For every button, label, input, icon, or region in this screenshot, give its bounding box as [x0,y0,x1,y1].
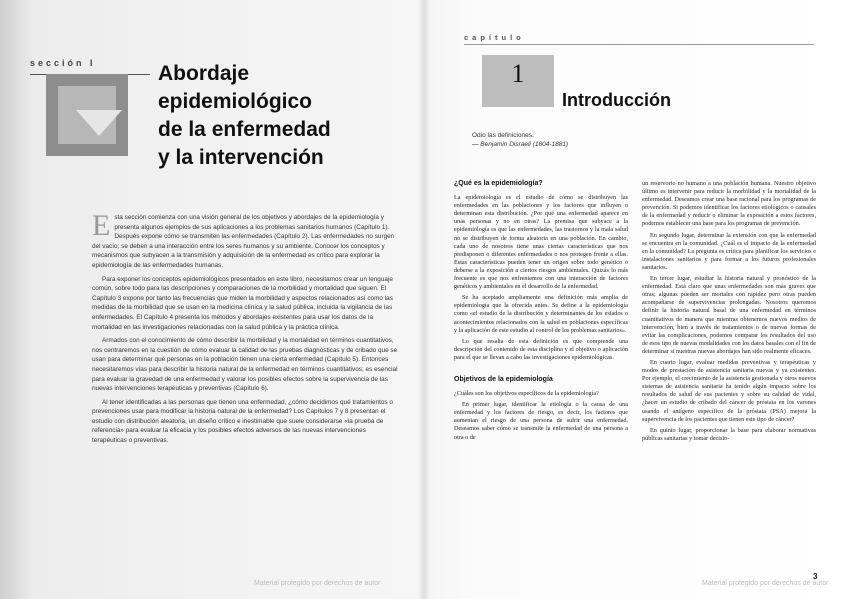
book-gutter [418,0,430,599]
chapter-label: capítulo [464,33,525,42]
epigraph-author: — Benjamin Disraeli (1804-1881) [472,141,569,148]
emblem-triangle-icon [76,110,122,136]
section-label: sección I [30,58,96,68]
section-title [158,60,398,172]
chapter-number: 1 [511,59,525,88]
col2-paragraph-2: En segundo lugar, determinar la extensión con que la enfermedad se encuentra en la comunidad. ¿Cuál es el impacto de la enfermedad en la comunidad? La pregunta es crítica para planificar los servicios e instalaciones sanitarios y para formar a los futuros profesionales sanitarios. [642,231,816,271]
epigraph [472,131,568,149]
col1-paragraph-3: Lo que resalta de esta definición es que comprende una descripción del contenido de esta disciplina y el objetivo o aplicación para el que se llevan a cabo las investigaciones epidemiológicas. [454,337,628,361]
chapter-title: Introducción [562,90,671,110]
title-line-3: de la enfermedad [158,118,331,141]
body-paragraph-2: Para exponer los conceptos epidemiológicos presentados en este libro, necesitamos crear un lenguaje común, sobre todo para las descripciones y comparaciones de la morbilidad y mortalidad que siguen. El Capítulo 3 expone por tanto las frecuencias que miden la morbilidad y aspectos relacionados así como las medidas de la morbilidad que se usan en la medicina clínica y la salud pública, incluida la vigilancia de las enfermedades. El Capítulo 4 presenta los métodos y abordajes existentes para usar los datos de la mortalidad en las investigaciones relacionadas con la salud pública y la práctica clínica. [92,275,393,331]
left-footer-watermark: Material protegido por derechos de autor [254,580,381,587]
heading-objectives: Objetivos de la epidemiología [454,375,553,383]
col1-paragraph-5: En primer lugar, identificar la etiología o la causa de una enfermedad y los factores de riesgo, es decir, los factores que aumentan el riesgo de una persona de sufrir una enfermedad. Deseamos saber cómo se transmite la enfermedad de una persona a otra o de [454,401,628,441]
emblem-inner-square [58,86,116,144]
heading-what-is-epidemiology: ¿Qué es la epidemiología? [454,180,543,187]
col2-paragraph-4: En cuarto lugar, evaluar medidas preventivas y terapéuticas y modos de prestación de asistencia sanitaria nuevas y ya existentes. Por ejemplo, el crecimiento de la asistencia gestionada y otros nuevos sistemas de asistencia sanitaria ha tenido algún impacto sobre los resultados de salud de sus pacientes y sobre su calidad de vidal, ¿hacer un estudio de cribado del cáncer de próstata en los varones usando el antígeno específico de la próstata (PSA) mejora la supervivencia de los pacientes que tienen este tipo de cáncer? [642,358,816,423]
section-emblem-icon [46,74,128,156]
col2-paragraph-5: En quinto lugar, proporcionar la base para elaborar normativas públicas sanitarias y tomar decisio- [642,426,816,442]
title-line-1: Abordaje [158,62,250,85]
section-body [92,209,398,450]
chapter-number-box [482,55,554,107]
col1-paragraph-2: Se ha aceptado ampliamente una definición más amplia de epidemiología que la ofrecida antes. Se define a la epidemiología como «el estudio de la distribución y determinantes de los estados o acontecimientos relacionados con la salud en poblaciones específicas y la aplicación de este estudio al control de los problemas sanitarios». [454,294,628,334]
text-column-1 [454,180,628,445]
body-paragraph-3: Armados con el conocimiento de cómo describir la morbilidad y la mortalidad en términos cuantitativos, nos centraremos en la cuestión de cómo evaluar la calidad de las pruebas diagnósticas y de cribado que se usan para determinar qué personas en la población tienen una cierta enfermedad (Capítulo 5). Entonces necesitaremos vías para describir la historia natural de la enfermedad en términos cuantitativos; es esencial para evaluar la gravedad de una enfermedad y valorar los posibles efectos sobre la supervivencia de las nuevas intervenciones terapéuticas y preventivas (Capítulo 6). [92,337,398,393]
right-page [424,0,848,599]
title-line-2: epidemiológico [158,90,313,113]
body-paragraph-1: Esta sección comienza con una visión general de los objetivos y abordajes de la epidemiología y presenta algunos ejemplos de sus aplicaciones a los problemas sanitarios humanos (Capítulo 1). Después expone cómo se transmiten las enfermedades (Capítulo 2). Las enfermedades no surgen del vacío; se deben a una interacción entre los seres humanos y su ambiente. Conocer los conceptos y mecanismos que subyacen a la transmisión y adquisición de la enfermedad es crítico para explorar la epidemiología de las enfermedades humanas. [92,209,395,269]
text-column-2 [642,180,816,446]
title-line-4: y la intervención [158,146,324,169]
body-paragraph-4: Al tener identificadas a las personas que tienen una enfermedad, ¿cómo decidimos qué tratamientos o prevenciones usar para modificar la historia natural de la enfermedad? Los Capítulos 7 y 8 presentan el estudio con distribución aleatoria, un diseño crítico e inestimable que suele considerarse «la prueba de referencia» para evaluar la eficacia y los posibles efectos adversos de las nuevas intervenciones terapéuticas o preventivas. [92,398,393,445]
col2-paragraph-3: En tercer lugar, estudiar la historia natural y pronóstico de la enfermedad. Está claro que unas enfermedades son más graves que otras; algunas pueden ser mortales con rapidez pero otras pueden acompañarse de supervivencias prolongadas. Nosotros queremos definir la historia natural basal de una enfermedad en términos cuantitativos de manera que mientras obtenemos nuevos medios de intervención, bien a través de tratamientos o de nuevas formas de evitar las complicaciones, podemos comparar los resultados del uso de esos tipo de nuevas modalidades con los datos basales con el fin de determinar si nuestras nuevas abordajes han sido realmente eficaces. [642,275,816,355]
col1-paragraph-4: ¿Cuáles son los objetivos específicos de la epidemiología? [454,390,599,398]
epigraph-text: Odio las definiciones. [472,132,534,139]
dropcap: E [92,209,111,242]
col1-paragraph-1: La epidemiología es el estudio de cómo se distribuyen las enfermedades en las poblaciones y los factores que influyen o determinan esta distribución. ¿Por qué una enfermedad aparece en unas personas y no en otras? La premisa que subyace a la epidemiología es que las enfermedades, las trastornos y la mala salud no se distribuyen de forma aleatoria en una población. En cambio, cada uno de nosotros tiene unas ciertas características que nos predisponen o diferentes enfermedades o nos protegen frente a ellas. Estas características pueden tener un origen sobre todo genético o deberse a la exposición a ciertos riesgos ambientales. Quizás lo más frecuente es que nos enfrentemos con una interacción de factores genéticos y ambientales en el desarrollo de la enfermedad. [454,194,628,291]
page-number: 3 [813,572,818,581]
right-footer-watermark: Material protegido por derechos de autor [702,580,829,587]
chapter-rule [464,44,814,45]
col2-paragraph-1: un reservorio no humano a una población humana. Nuestro objetivo último es intervenir para reducir la morbilidad y la mortalidad de la enfermedad. Deseamos crear una base racional para los programas de prevención. Si podemos identificar los factores etiológicos o causales de la enfermedad y reducir o eliminar la exposición a estos factores, podemos establecer una base para los programas de prevención. [642,180,816,228]
